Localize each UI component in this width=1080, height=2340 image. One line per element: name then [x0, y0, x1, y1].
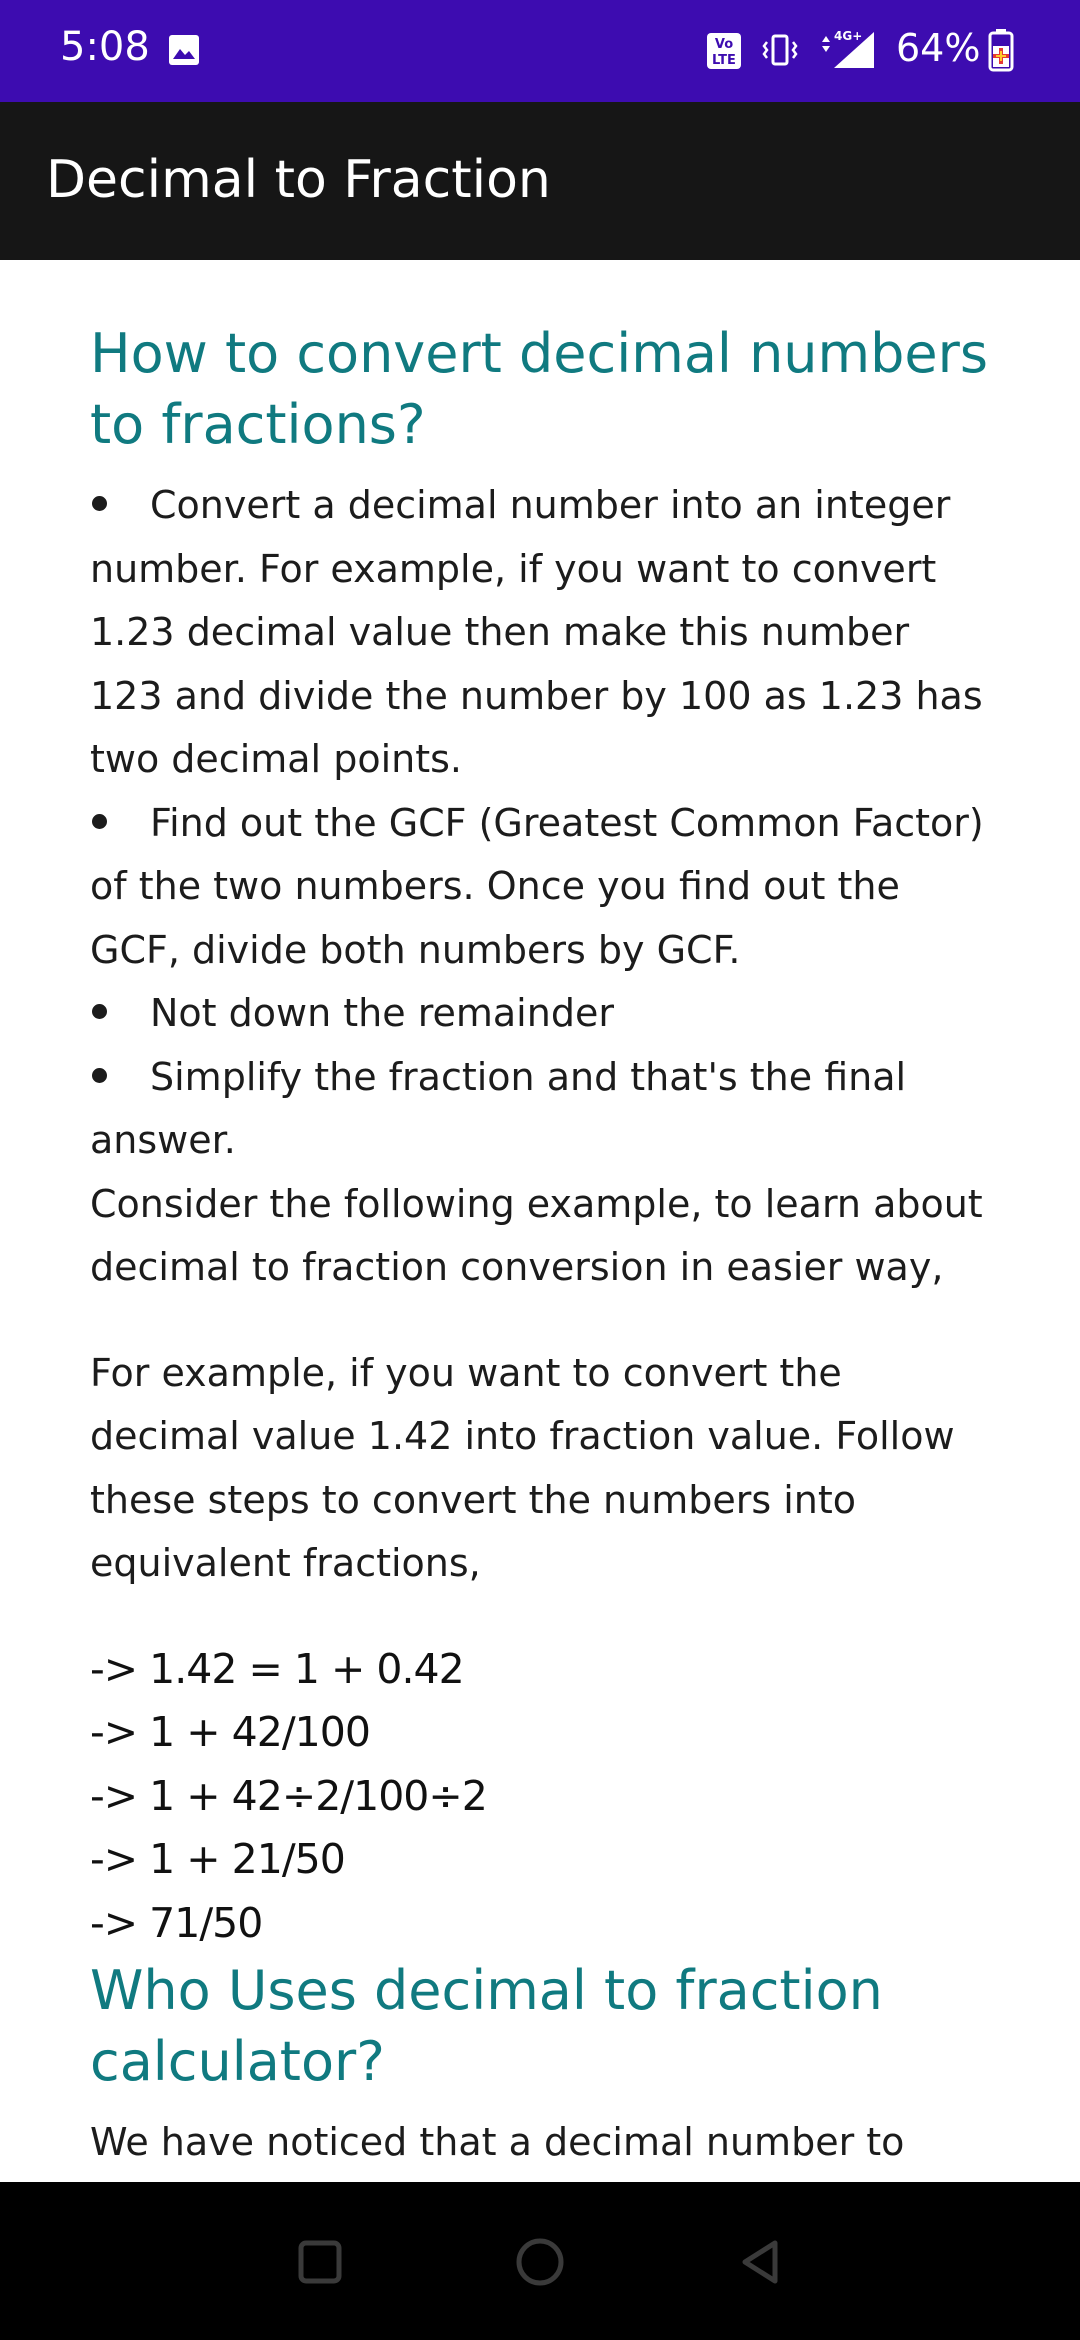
bullet-text: Convert a decimal number into an integer number. For example, if you want to convert 1.23 decimal value then make this number 123 and divide the number by 100 as 1.23 has two decimal points.	[90, 483, 983, 781]
bullet-list	[90, 474, 990, 1638]
step-line: -> 1 + 21/50	[90, 1835, 345, 1883]
recents-icon	[295, 2237, 345, 2287]
bullet-dot	[92, 1004, 107, 1019]
vibrate-icon	[760, 30, 800, 74]
recents-button[interactable]	[280, 2222, 360, 2302]
back-icon	[735, 2237, 785, 2287]
example-paragraph: For example, if you want to convert the decimal value 1.42 into fraction value. Follow these steps to convert the numbers into equivalent fractions,	[90, 1350, 955, 1585]
bullet-text: Find out the GCF (Greatest Common Factor) of the two numbers. Once you find out the GCF, divide both numbers by GCF.	[90, 800, 984, 972]
list-item	[90, 474, 990, 792]
home-button[interactable]	[500, 2222, 580, 2302]
volte-icon	[706, 32, 742, 74]
bullet-dot	[92, 496, 107, 511]
step-line: -> 1 + 42/100	[90, 1708, 370, 1756]
navigation-bar	[0, 2182, 1080, 2340]
list-item	[90, 792, 990, 983]
app-bar	[0, 102, 1080, 260]
bullet-text: Not down the remainder	[150, 991, 614, 1035]
heading-how-to-convert: How to convert decimal numbers to fractions?	[90, 322, 988, 456]
battery-percent: 64%	[896, 26, 981, 70]
image-notification-icon	[168, 34, 200, 70]
step-line: -> 1 + 42÷2/100÷2	[90, 1771, 487, 1820]
status-time: 5:08	[60, 24, 150, 70]
bullet-dot	[92, 814, 107, 829]
status-bar	[0, 0, 1080, 102]
svg-text:4G+: 4G+	[834, 29, 863, 43]
list-item	[90, 1046, 990, 1173]
bullet-text: Simplify the fraction and that's the final answer.	[90, 1054, 907, 1162]
svg-text:Vo: Vo	[714, 37, 734, 52]
list-item	[90, 982, 990, 1046]
signal-icon	[818, 28, 878, 76]
step-line: -> 71/50	[90, 1898, 263, 1947]
intro-paragraph: Consider the following example, to learn about decimal to fraction conversion in easier way,	[90, 1181, 983, 1289]
heading-who-uses: Who Uses decimal to fraction calculator?	[90, 1959, 883, 2093]
conversion-steps	[90, 1638, 990, 1956]
article	[90, 318, 990, 2238]
app-title: Decimal to Fraction	[46, 150, 551, 210]
svg-text:LTE: LTE	[712, 53, 736, 68]
bullet-dot	[92, 1068, 107, 1083]
battery-icon	[988, 28, 1014, 76]
who-uses-paragraph: We have noticed that a decimal number to	[90, 2120, 905, 2164]
back-button[interactable]	[720, 2222, 800, 2302]
step-line: -> 1.42 = 1 + 0.42	[90, 1644, 464, 1693]
content-scroll-area[interactable]	[0, 260, 1080, 2182]
home-icon	[513, 2235, 567, 2289]
